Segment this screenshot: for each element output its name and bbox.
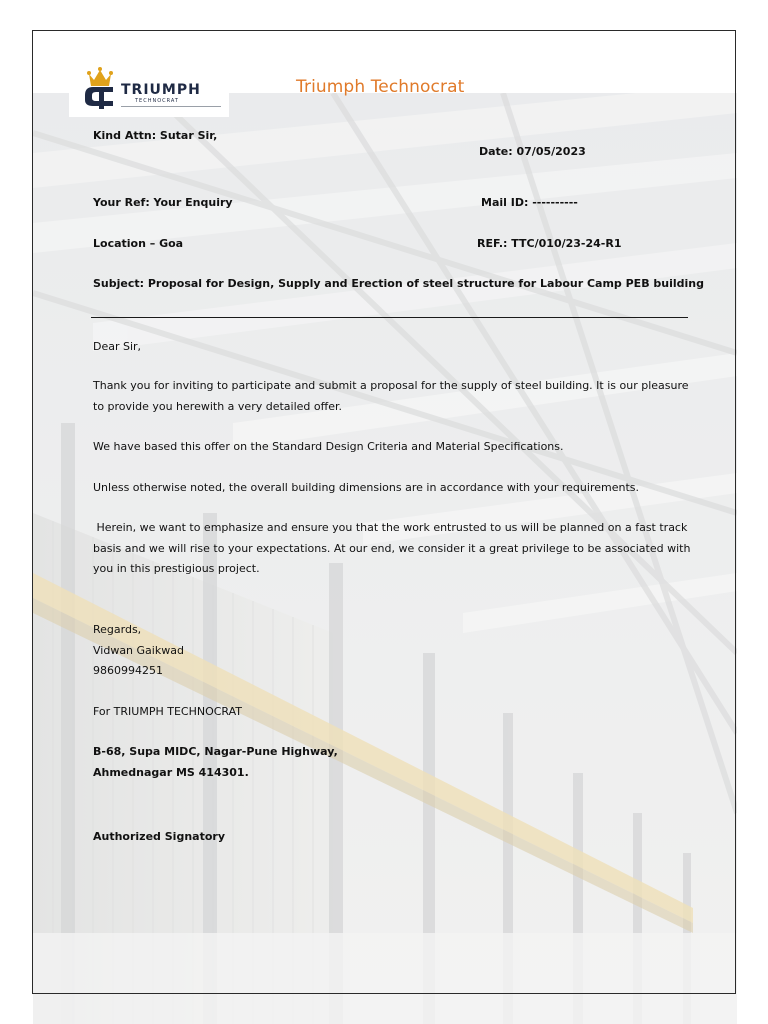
subject-line: Subject: Proposal for Design, Supply and Erection of steel structure for Labour Camp PEB building bbox=[93, 277, 705, 290]
sender-phone: 9860994251 bbox=[93, 664, 163, 677]
location: Location – Goa bbox=[93, 237, 184, 250]
logo-brand-text: TRIUMPH bbox=[121, 82, 201, 98]
company-logo bbox=[69, 60, 229, 117]
kind-attn: Kind Attn: Sutar Sir, bbox=[93, 129, 218, 142]
company-heading: Triumph Technocrat bbox=[296, 77, 465, 97]
body-paragraph-3: Unless otherwise noted, the overall building dimensions are in accordance with your requirements. bbox=[93, 481, 639, 494]
body-paragraph-4: Herein, we want to emphasize and ensure you that the work entrusted to us will be planned on a fast track basis and we will rise to your expectations. At our end, we consider it a great privilege to be associated with you in this prestigious project. bbox=[93, 521, 694, 575]
mail-id: Mail ID: ---------- bbox=[481, 196, 578, 209]
address-line-1: B-68, Supa MIDC, Nagar-Pune Highway, bbox=[93, 745, 338, 758]
for-company: For TRIUMPH TECHNOCRAT bbox=[93, 705, 243, 718]
sender-name: Vidwan Gaikwad bbox=[93, 644, 184, 657]
letter-date: Date: 07/05/2023 bbox=[479, 145, 586, 158]
body-paragraph-2: We have based this offer on the Standard Design Criteria and Material Specifications. bbox=[93, 440, 564, 453]
divider bbox=[91, 317, 688, 318]
address-line-2: Ahmednagar MS 414301. bbox=[93, 766, 249, 779]
closing-regards: Regards, bbox=[93, 623, 142, 636]
logo-sub-text: TECHNOCRAT bbox=[135, 98, 179, 104]
body-paragraph-1: Thank you for inviting to participate and submit a proposal for the supply of steel building. It is our pleasure to provide you herewith a very detailed offer. bbox=[93, 379, 689, 413]
salutation: Dear Sir, bbox=[93, 340, 142, 353]
your-ref: Your Ref: Your Enquiry bbox=[93, 196, 233, 209]
authorized-signatory: Authorized Signatory bbox=[93, 830, 225, 843]
reference-number: REF.: TTC/010/23-24-R1 bbox=[477, 237, 622, 250]
